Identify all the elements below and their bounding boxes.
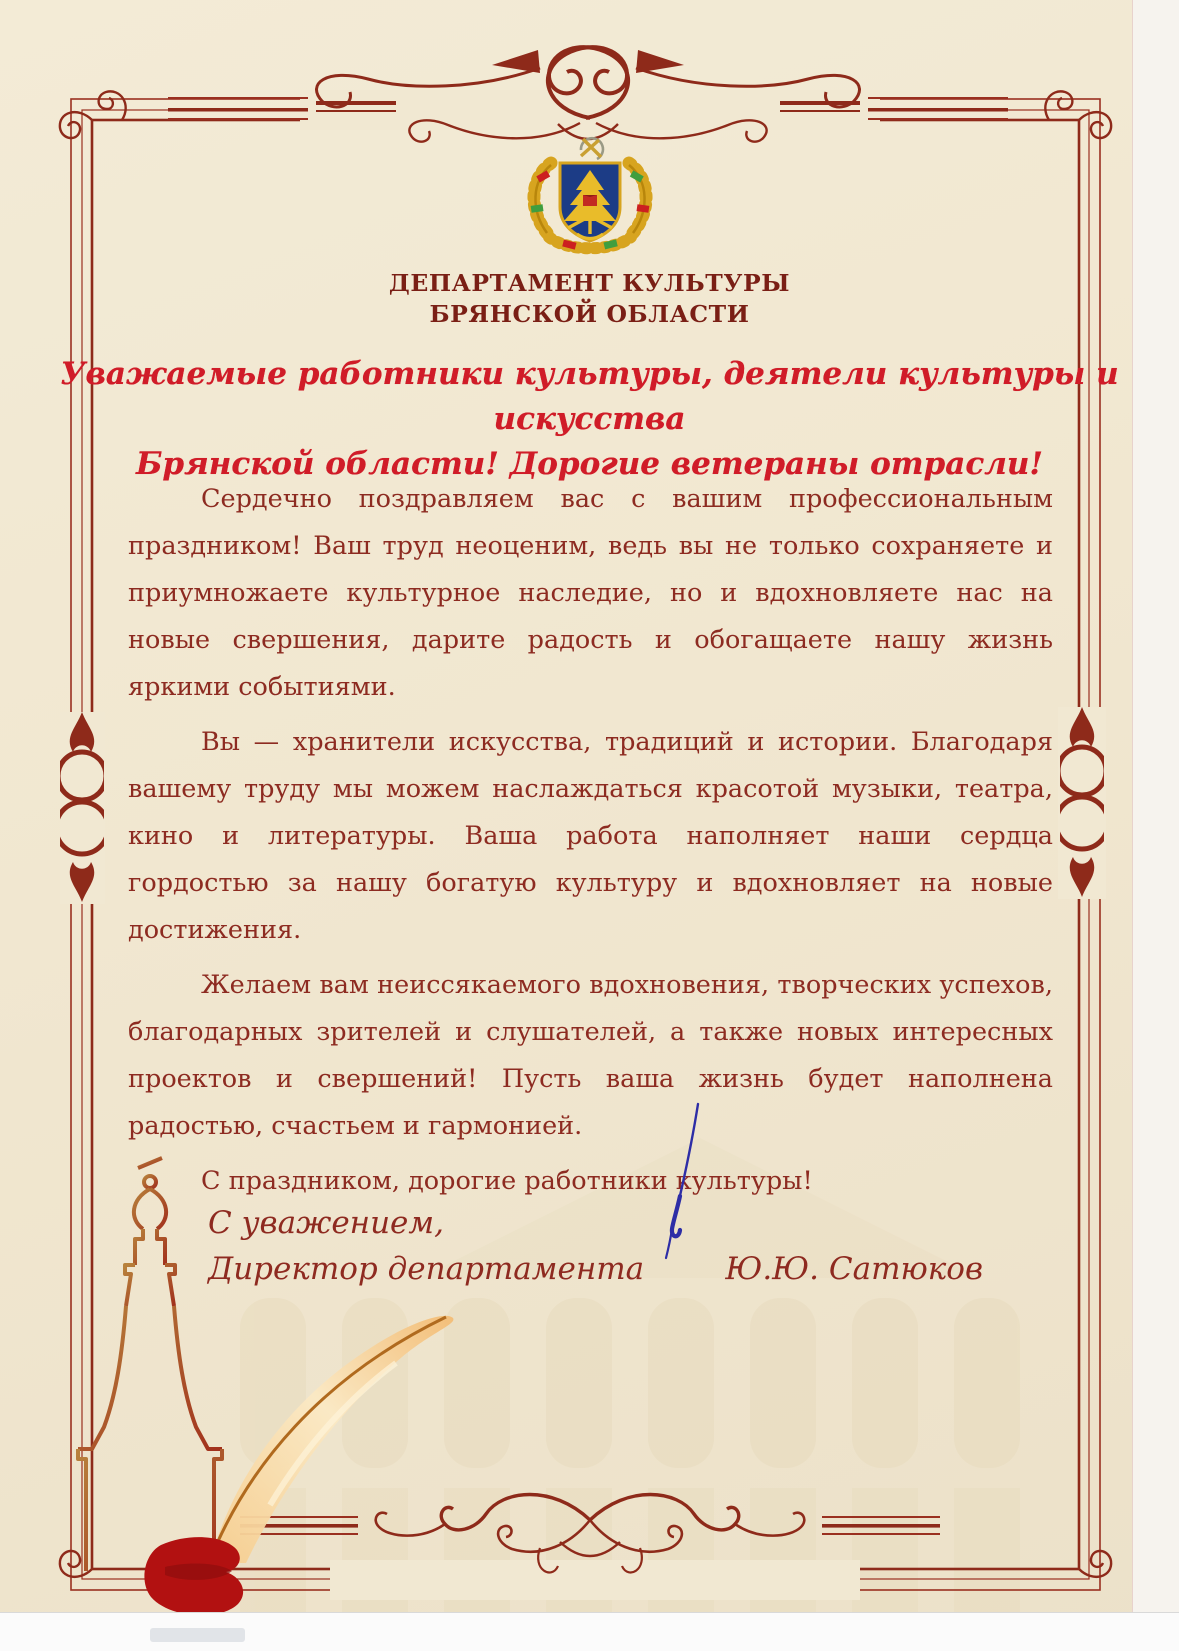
salutation-line2: Брянской области! Дорогие ветераны отрасли! (135, 446, 1044, 482)
paragraph: Вы — хранители искусства, традиций и истории. Благодаря вашему труду мы можем наслаждаться красотой музыки, театра, кино и литературы. Ваша работа наполняет наши сердца гордостью за нашу богатую культуру и вдохновляет на новые достижения. (128, 727, 1053, 945)
org-name (0, 268, 1179, 330)
org-name-line1: ДЕПАРТАМЕНТ КУЛЬТУРЫ (388, 269, 791, 297)
figure-eight-ornament-left-icon (60, 710, 104, 904)
church-quill-inkwell-icon (40, 1105, 480, 1612)
letter-body (128, 476, 1053, 1213)
hammer-sickle-icon (581, 138, 603, 159)
scan-edge-artifact (150, 1628, 245, 1642)
quill-icon (208, 1316, 453, 1565)
coat-of-arms-icon (515, 133, 665, 271)
signatory-title: Директор департамента (208, 1251, 645, 1287)
church-silhouette-icon (78, 1123, 222, 1571)
signature-block (208, 1200, 983, 1292)
figure-eight-ornament-right-icon (1060, 705, 1104, 899)
inkwell-icon (144, 1537, 243, 1612)
salutation-heading (0, 352, 1179, 487)
paragraph: Сердечно поздравляем вас с вашим профессиональным праздником! Ваш труд неоценим, ведь вы не только сохраняете и приумножаете культурное наследие, но и вдохновляете нас на новые свершения, дарите радость и обогащаете нашу жизнь яркими событиями. (128, 484, 1053, 702)
signature-regards: С уважением, (208, 1205, 444, 1241)
paragraph: Желаем вам неиссякаемого вдохновения, творческих успехов, благодарных зрителей и слушателей, а также новых интересных проектов и свершений! Пусть ваша жизнь будет наполнена радостью, счастьем и гармонией. (128, 970, 1053, 1141)
signatory-name: Ю.Ю. Сатюков (725, 1251, 983, 1287)
scan-edge-right (1132, 0, 1179, 1651)
closing-line: С праздником, дорогие работники культуры! (201, 1166, 813, 1196)
salutation-line1: Уважаемые работники культуры, деятели культуры и искусства (60, 356, 1119, 437)
org-name-line2: БРЯНСКОЙ ОБЛАСТИ (429, 300, 750, 328)
